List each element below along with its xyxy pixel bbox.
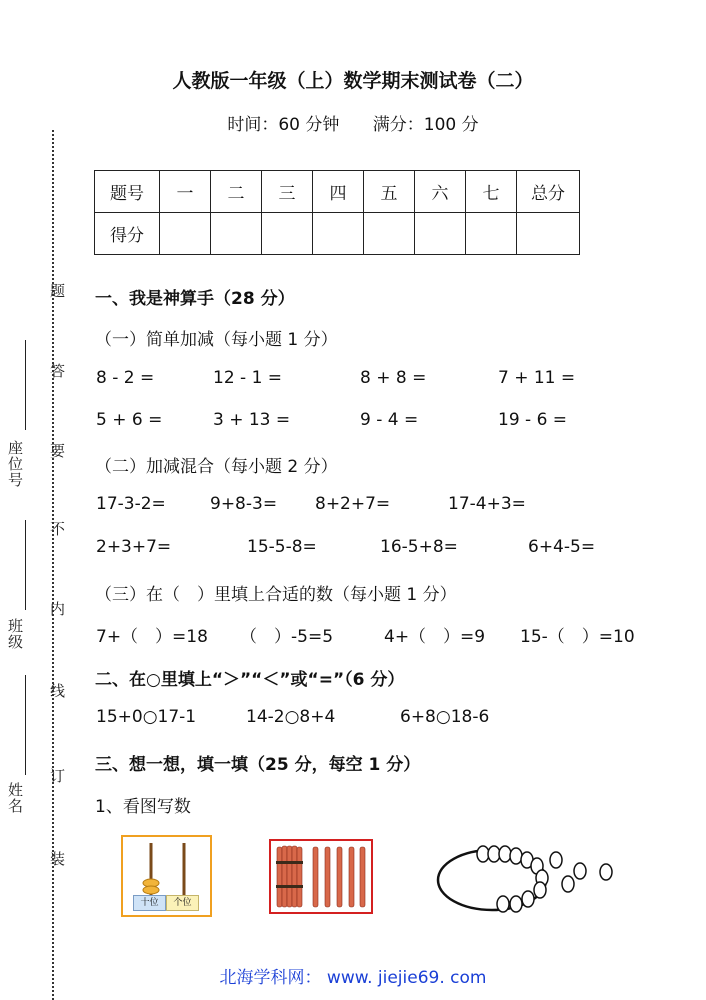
- problem: 4+（ ）=9: [384, 627, 486, 647]
- problem: （ ）-5=5: [240, 627, 334, 647]
- abacus-label-bar: [133, 895, 199, 911]
- exam-info: [0, 110, 706, 135]
- name-underline: [25, 675, 26, 775]
- score-cell[interactable]: [517, 213, 580, 255]
- binding-dotted-line: [52, 130, 54, 1000]
- sticks-picture: [269, 839, 373, 914]
- time-limit: 时间：60 分钟: [227, 115, 340, 135]
- problem: 15+0○17-1: [96, 707, 197, 727]
- problem: 12 - 1 =: [213, 368, 283, 388]
- problem: 16-5+8=: [380, 537, 458, 557]
- warning-char: 装: [50, 850, 66, 868]
- table-cell: 一: [160, 171, 211, 213]
- problem: 2+3+7=: [96, 537, 172, 557]
- table-cell: 二: [211, 171, 262, 213]
- problem: 3 + 13 =: [213, 410, 291, 430]
- class-label: 班级: [8, 617, 24, 651]
- abacus-picture: [121, 835, 212, 917]
- table-cell: 四: [313, 171, 364, 213]
- problem: 14-2○8+4: [246, 707, 336, 727]
- score-cell[interactable]: [262, 213, 313, 255]
- name-label: 姓名: [8, 781, 24, 815]
- warning-char: 题: [50, 282, 66, 300]
- score-cell[interactable]: [211, 213, 262, 255]
- problem: 8+2+7=: [315, 494, 391, 514]
- counting-sticks-icon: [271, 841, 371, 912]
- table-cell: 七: [466, 171, 517, 213]
- footer-watermark: 北海学科网： www. jiejie69. com: [219, 968, 487, 988]
- score-cell[interactable]: [313, 213, 364, 255]
- section3-title: 三、想一想，填一填（25 分，每空 1 分）: [95, 755, 421, 775]
- page-title: 人教版一年级（上）数学期末测试卷（二）: [172, 70, 534, 92]
- table-cell: 五: [364, 171, 415, 213]
- part1-title: （一）简单加减（每小题 1 分）: [95, 330, 338, 350]
- problem: 9+8-3=: [210, 494, 278, 514]
- problem: 6+8○18-6: [400, 707, 490, 727]
- problem: 6+4-5=: [528, 537, 596, 557]
- part2-title: （二）加减混合（每小题 2 分）: [95, 457, 338, 477]
- score-table-score-row: [95, 213, 580, 255]
- warning-char: 要: [50, 442, 66, 460]
- class-underline: [25, 520, 26, 610]
- score-cell[interactable]: [466, 213, 517, 255]
- warning-char: 订: [50, 767, 66, 785]
- table-cell: 题号: [95, 171, 160, 213]
- warning-char: 内: [50, 600, 66, 618]
- score-cell[interactable]: [364, 213, 415, 255]
- full-score: 满分：100 分: [372, 115, 479, 135]
- table-cell: 得分: [95, 213, 160, 255]
- bead-string-icon: [430, 838, 620, 918]
- problem: 15-5-8=: [247, 537, 317, 557]
- part3-title: （三）在（ ）里填上合适的数（每小题 1 分）: [95, 585, 457, 605]
- warning-char: 答: [50, 362, 66, 380]
- warning-char: 线: [50, 682, 66, 700]
- problem: 8 - 2 =: [96, 368, 155, 388]
- score-cell[interactable]: [160, 213, 211, 255]
- score-cell[interactable]: [415, 213, 466, 255]
- problem: 19 - 6 =: [498, 410, 568, 430]
- problem: 8 + 8 =: [360, 368, 427, 388]
- problem: 17-4+3=: [448, 494, 526, 514]
- section1-title: 一、我是神算手（28 分）: [95, 289, 295, 309]
- score-table: [94, 170, 580, 255]
- warning-char: 不: [50, 520, 66, 538]
- seat-underline: [25, 340, 26, 430]
- tens-label: 十位: [133, 895, 166, 911]
- ones-label: 个位: [166, 895, 199, 911]
- problem: 7+（ ）=18: [96, 627, 208, 647]
- table-cell: 三: [262, 171, 313, 213]
- question-1: 1、看图写数: [95, 797, 191, 817]
- problem: 15-（ ）=10: [520, 627, 635, 647]
- score-table-header-row: [95, 171, 580, 213]
- section2-title: 二、在○里填上“＞”“＜”或“=”（6 分）: [95, 670, 405, 690]
- table-cell: 六: [415, 171, 466, 213]
- problem: 17-3-2=: [96, 494, 166, 514]
- seat-label: 座位号: [8, 439, 24, 489]
- problem: 7 + 11 =: [498, 368, 576, 388]
- problem: 5 + 6 =: [96, 410, 163, 430]
- table-cell: 总分: [517, 171, 580, 213]
- problem: 9 - 4 =: [360, 410, 419, 430]
